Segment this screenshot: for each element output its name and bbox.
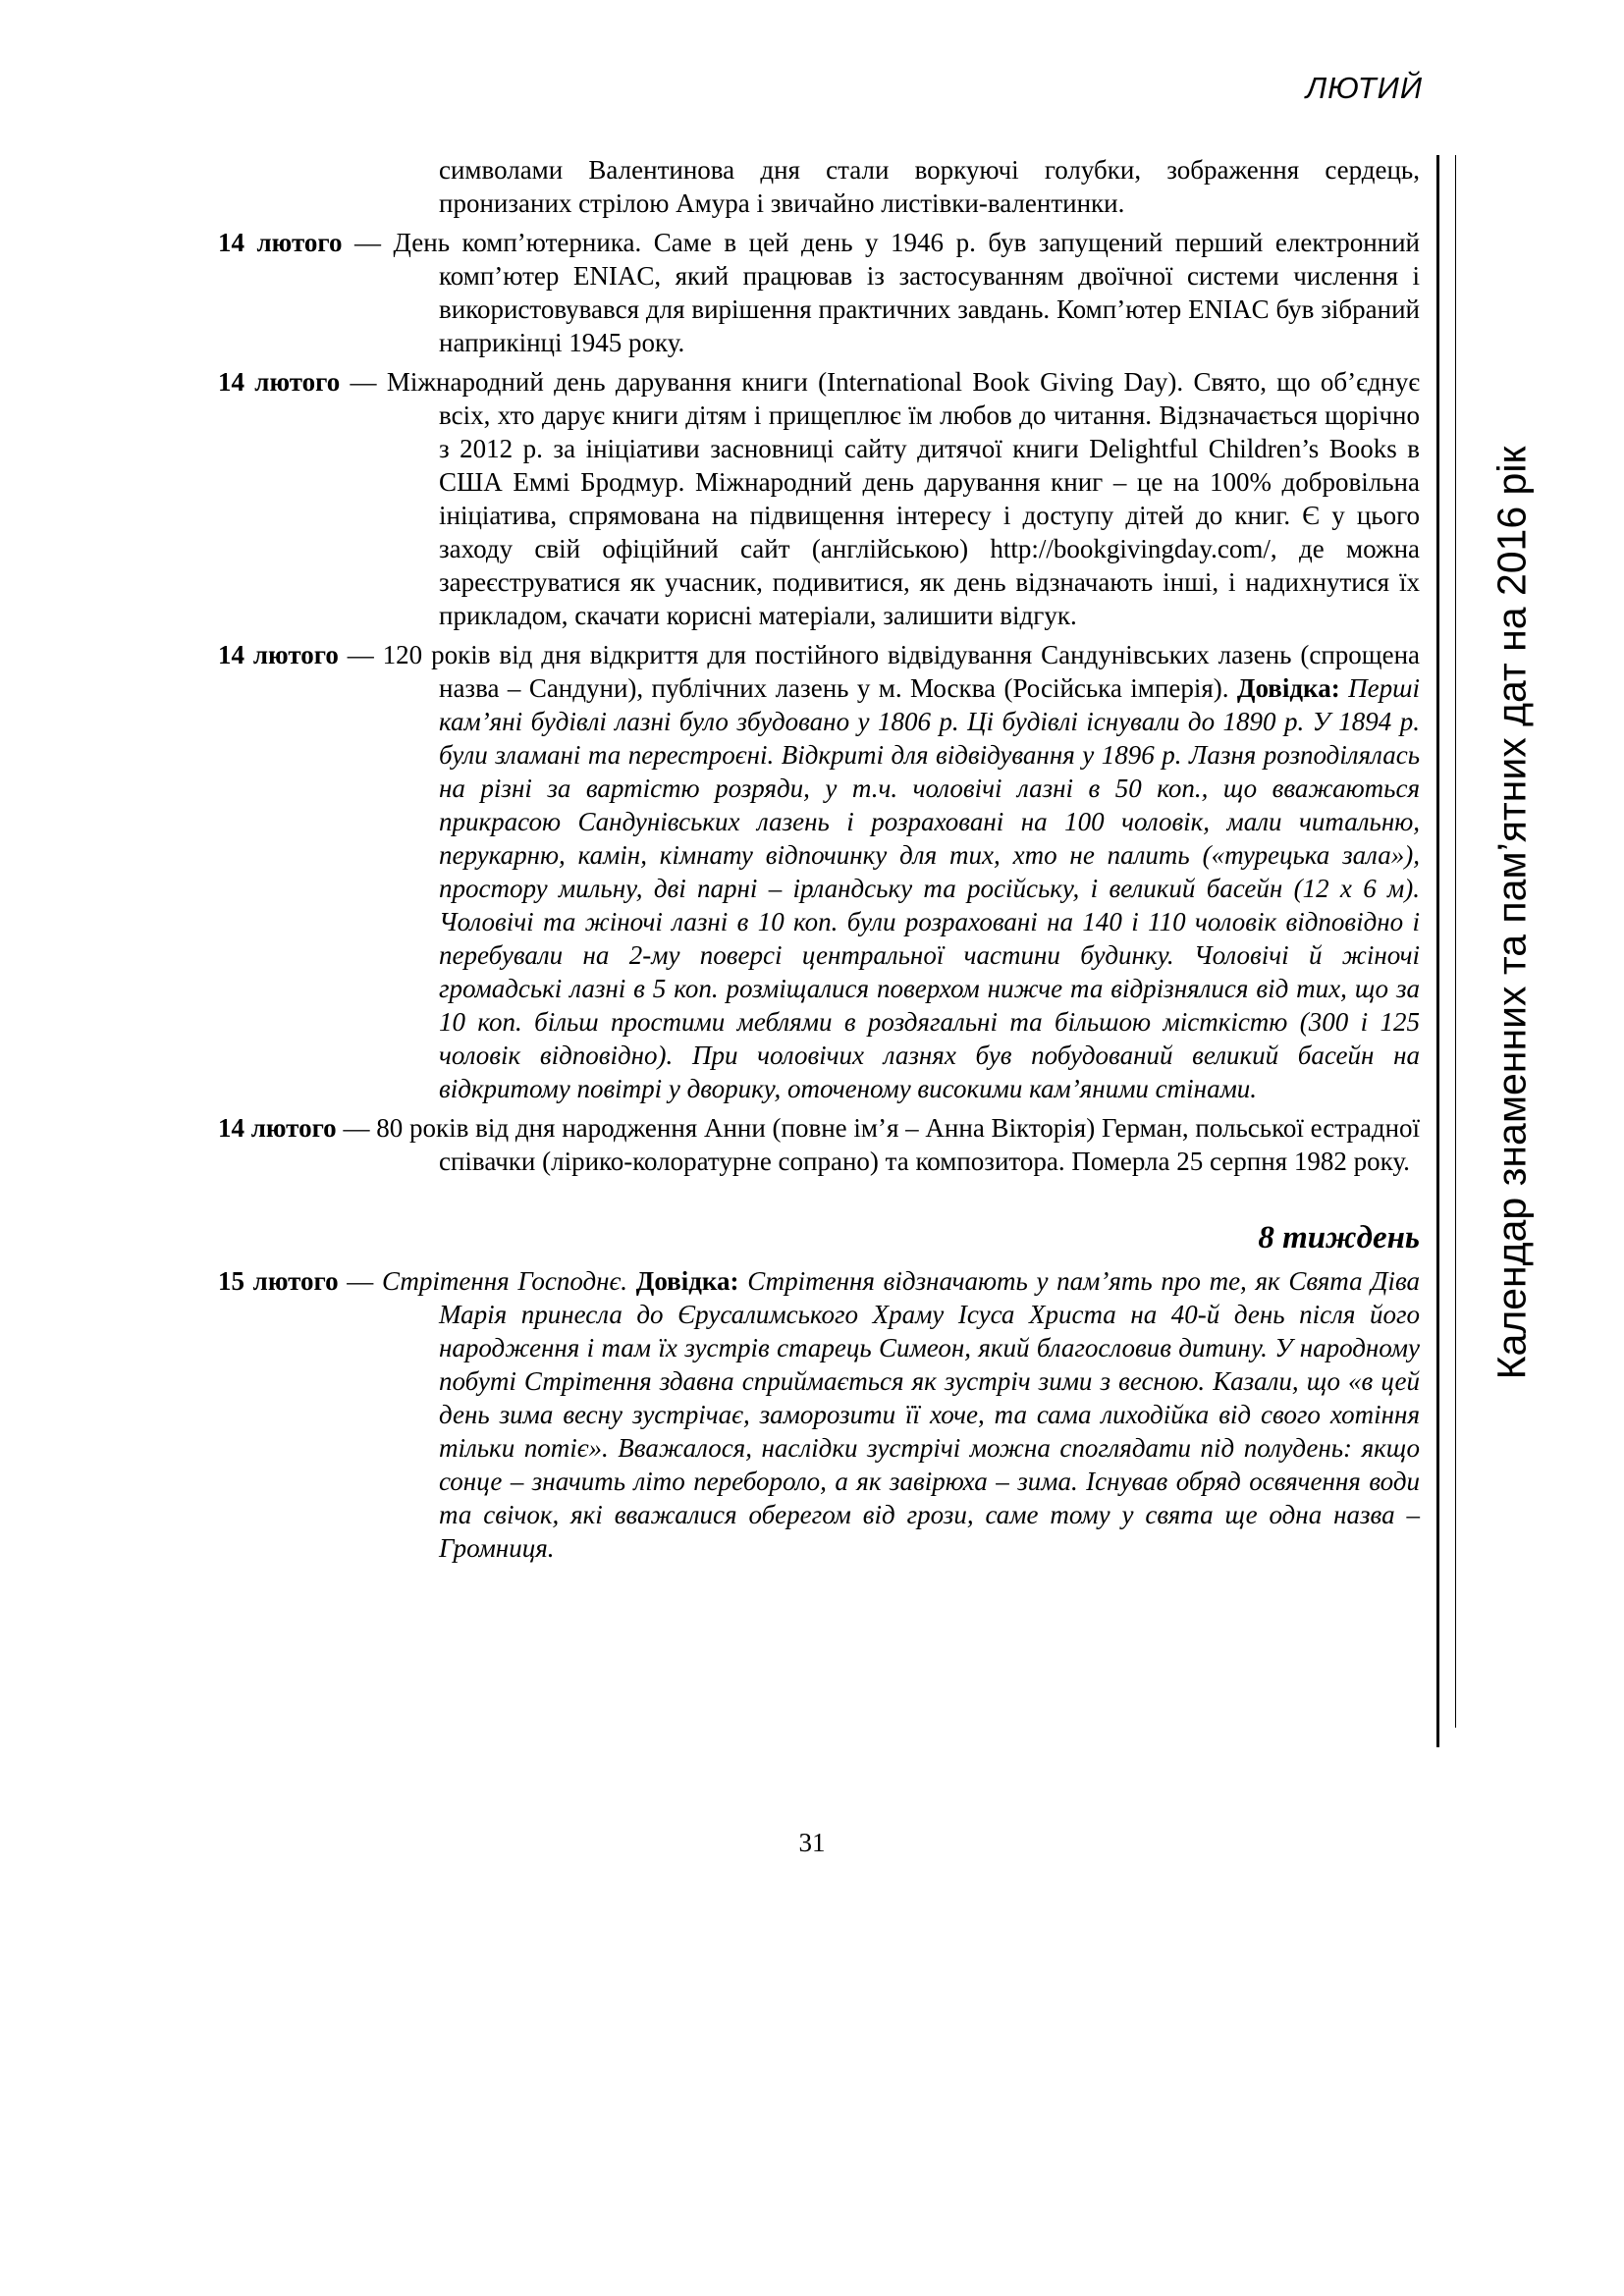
entry-text: День комп’ютерника. Саме в цей день у 1946 р. був запущений перший електронний комп’ютер ENIAC, який працював із застосуванням двоїчної системи числення і використовувався для вирішення практичних завдань. Комп’ютер ENIAC був зібраний наприкінці 1945 року.	[393, 228, 1421, 357]
page-content	[218, 153, 1420, 1571]
page-number: 31	[798, 1828, 826, 1857]
entry-book-giving-day	[218, 365, 1420, 632]
entry-dash: —	[353, 228, 381, 257]
entry-dash: —	[350, 367, 377, 397]
entry-dash: —	[343, 1113, 370, 1143]
reference-label: Довідка:	[635, 1266, 739, 1296]
entry-text: 120 років від дня відкриття для постійного відвідування Сандунівських лазень (спрощена назва – Сандуни), публічних лазень у м. Москва (Російська імперія).	[382, 640, 1421, 703]
entry-sanduny-baths	[218, 638, 1420, 1105]
entry-date: 14 лютого	[218, 228, 343, 257]
entry-date: 15 лютого	[218, 1266, 339, 1296]
entry-dash: —	[347, 1266, 374, 1296]
entry-text: 80 років від дня народження Анни (повне ім’я – Анна Вікторія) Герман, польської естрадної співачки (лірико-колоратурне сопрано) та композитора. Померла 25 серпня 1982 року.	[376, 1113, 1421, 1176]
reference-text: Стрітення відзначають у пам’ять про те, як Свята Діва Марія принесла до Єрусалимського Храму Ісуса Христа на 40-й день після його народження і там їх зустрів старець Симеон, який благословив дитину. У народному побуті Стрітення здавна сприймається як зустріч зими з весною. Казали, що «в цей день зима весну зустрічає, заморозити її хоче, та сама лиходійка від свого хотіння тільки потіє». Вважалося, наслідки зустрічі можна споглядати під полудень: якщо сонце – значить літо переборолo, а як завірюха – зима. Існував обряд освячення води та свічок, які вважалися оберегом від грози, саме тому у свята ще одна назва – Громниця.	[439, 1266, 1421, 1563]
entry-computer-day	[218, 226, 1420, 359]
entry-text: Міжнародний день дарування книги (International Book Giving Day). Свято, що об’єднує всіх, хто дарує книги дітям і прищеплює їм любов до читання. Відзначається щорічно з 2012 р. за ініціативи засновниці сайту дитячої книги Delightful Children’s Books в США Еммі Бродмур. Міжнародний день дарування книг – це на 100% добровільна ініціатива, спрямована на підвищення інтересу і доступу дітей до книг. Є у цього заходу свій офіційний сайт (англійською) http://bookgivingday.com/, де можна зареєструватися як учасник, подивитися, як день відзначають інші, і надихнутися їх прикладом, скачати корисні матеріали, залишити відгук.	[386, 367, 1420, 630]
entry-anna-german	[218, 1111, 1420, 1178]
reference-text: Перші кам’яні будівлі лазні було збудовано у 1806 р. Ці будівлі існували до 1890 р. У 1894 р. були зламані та перестроєні. Відкриті для відвідування у 1896 р. Лазня розподілялась на різні за вартістю розряди, у т.ч. чоловічі лазні в 50 коп., що вважаються прикрасою Сандунівських лазень і розраховані на 100 чоловік, мали читальню, перукарню, камін, кімнату відпочинку для тих, хто не палить («турецька зала»), простору мильну, дві парні – ірландську та російську, і великий басейн (12 х 6 м). Чоловічі та жіночі лазні в 10 коп. були розраховані на 140 і 110 чоловік відповідно і перебували на 2-му поверсі центральної частини будинку. Чоловічі й жіночі громадські лазні в 5 коп. розміщалися поверхом нижче та відрізнялися від тих, що за 10 коп. більш простими меблями в роздягальні та більшою місткістю (300 і 125 чоловік відповідно). При чоловічих лазнях був побудований великий басейн на відкритому повітрі у дворику, оточеному високими кам’яними стінами.	[439, 673, 1420, 1103]
entry-dash: —	[347, 640, 374, 669]
side-title: Календар знаменних та пам’ятних дат на 2016 рік	[1489, 446, 1535, 1380]
reference-label: Довідка:	[1236, 673, 1340, 703]
entry-date: 14 лютого	[218, 1113, 337, 1143]
entry-title: Стрітення Господнє.	[381, 1266, 628, 1296]
running-head: ЛЮТИЙ	[1305, 71, 1423, 105]
entry-candlemas	[218, 1264, 1420, 1565]
entry-date: 14 лютого	[218, 640, 339, 669]
margin-rule-thin	[1455, 155, 1456, 1728]
continuation-paragraph: символами Валентинова дня стали воркуючі голубки, зображення сердець, пронизаних стрілою Амура і звичайно листівки-валентинки.	[439, 155, 1420, 218]
margin-rule-thick	[1436, 155, 1439, 1747]
week-heading: 8 тиждень	[1258, 1220, 1420, 1255]
entry-date: 14 лютого	[218, 367, 341, 397]
